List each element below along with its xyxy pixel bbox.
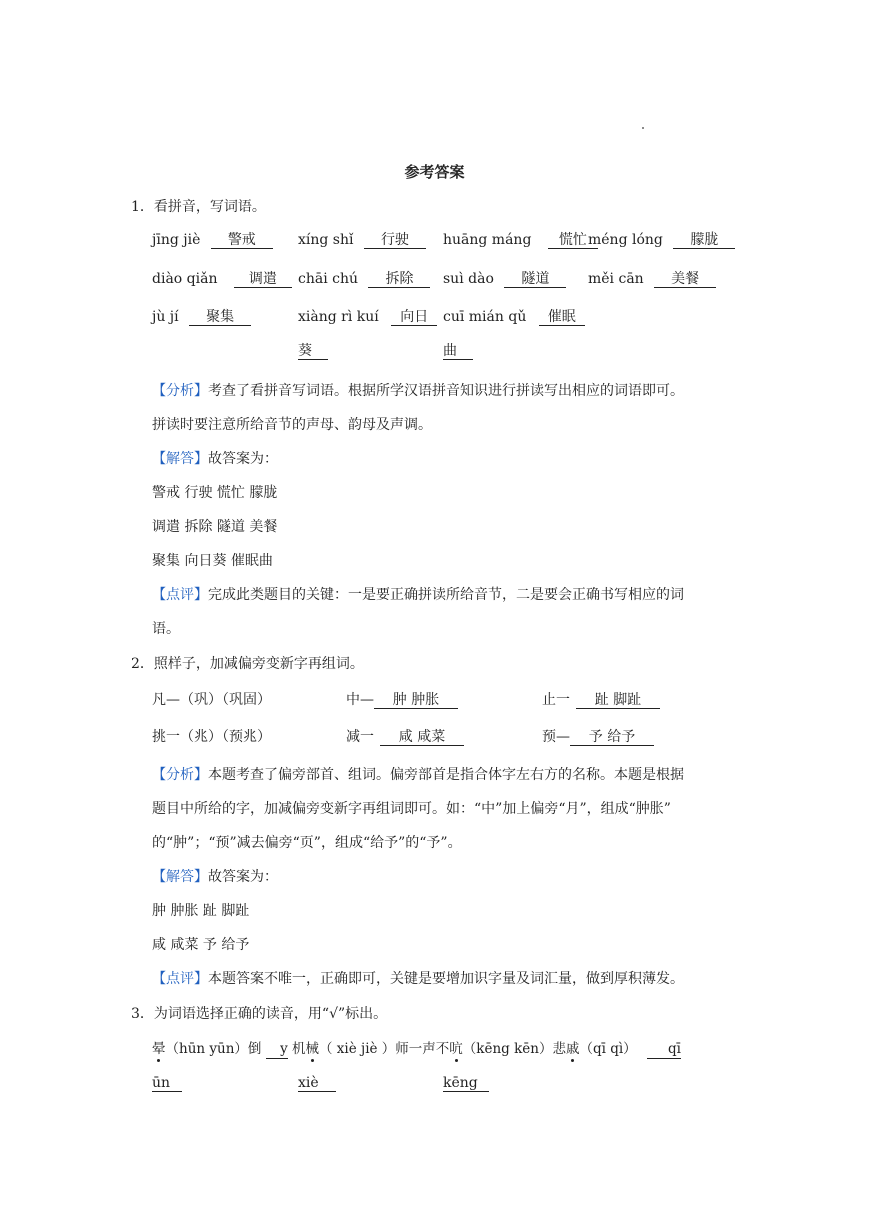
q3-word-4: （qī qì） [579,1041,637,1057]
analysis-text: 考查了看拼音写词语。根据所学汉语拼音知识进行拼读写出相应的词语即可。 [208,383,684,399]
pinyin: cuī mián qǔ [443,309,527,325]
q3-word-3-pre: 一声不 [408,1041,450,1057]
q3-answer-4: qī [647,1042,681,1059]
answer-blank: 慌忙 [548,232,598,249]
answer-blank: 肿 肿胀 [374,692,458,709]
page-mark [642,127,644,129]
answer-blank: 朦胧 [673,232,735,249]
answer-blank: 调遣 [234,271,292,288]
q1-analysis [152,380,684,400]
q3-wrap-2 [298,1075,336,1092]
solution-tag: 【解答】 [152,451,208,467]
q2-item-zhi [542,689,660,709]
answer-blank: 趾 脚趾 [576,692,660,709]
q3-word-1: （hūn yūn）倒 [165,1041,262,1057]
analysis-tag: 【分析】 [152,767,208,783]
page-title: 参考答案 [404,163,465,181]
comment-text: 本题答案不唯一，正确即可，关键是要增加识字量及词汇量，做到厚积薄发。 [208,971,684,987]
pinyin: huāng máng [443,232,532,248]
q1-solution-line-1: 警戒 行驶 慌忙 朦胧 [152,485,278,501]
q2-example-2: 挑一（兆）（预兆） [152,729,271,745]
q1-stem: 1．看拼音，写词语。 [131,199,266,215]
q3-word-1-dot: 晕 [152,1037,166,1057]
q3-answer-2: xiè [298,1075,336,1092]
q2-example-1: 凡—（巩）（巩固） [152,692,271,708]
q3-word-3-dot: 吭 [449,1037,463,1057]
q2-solution-line-2: 咸 咸菜 予 给予 [152,937,250,953]
q1-solution-line-2: 调遣 拆除 隧道 美餐 [152,519,278,535]
q3-answer-1: y [266,1042,288,1059]
solution-intro: 故答案为： [208,451,278,467]
q1-item-7 [443,271,566,288]
q2-stem: 2．照样子，加减偏旁变新字再组词。 [131,656,364,672]
q3-answer-1-cont: ūn [152,1075,182,1092]
q3-word-2: （ xiè jiè ）师 [319,1041,409,1057]
q2-analysis [152,764,684,784]
q2-analysis-cont-1: 题目中所给的字，加减偏旁变新字再组词即可。如：“中”加上偏旁“月”，组成“肿胀” [152,801,671,817]
item-label: 预— [542,729,570,745]
pinyin: suì dào [443,271,494,287]
comment-tag: 【点评】 [152,971,208,987]
q3-wrap-3 [443,1075,489,1092]
pinyin: xíng shǐ [298,232,354,248]
q1-wrap-1 [298,343,328,360]
q1-item-6 [298,271,430,288]
q2-analysis-cont-2: 的“肿”；“预”减去偏旁“页”，组成“给予”的“予”。 [152,835,462,851]
q3-word-3: （kēng kēn）悲 [462,1041,566,1057]
q3-wrap-1 [152,1075,182,1092]
q2-solution [152,866,278,886]
answer-blank-wrap: 葵 [298,343,328,360]
answer-blank: 向日 [391,309,437,326]
answer-blank: 隧道 [504,271,566,288]
answer-blank: 警戒 [211,232,273,249]
q3-words-line [152,1037,681,1059]
comment-text: 完成此类题目的关键：一是要正确拼读所给音节，二是要会正确书写相应的词 [208,587,684,603]
q1-item-5 [152,271,292,288]
q3-word-2-dot: 械 [306,1037,320,1057]
q1-comment-cont: 语。 [152,621,180,637]
solution-intro: 故答案为： [208,869,278,885]
analysis-text: 本题考查了偏旁部首、组词。偏旁部首是指合体字左右方的名称。本题是根据 [208,767,684,783]
pinyin: méng lóng [588,232,663,248]
q1-comment [152,584,684,604]
analysis-tag: 【分析】 [152,383,208,399]
answer-blank: 予 给予 [570,729,654,746]
q1-item-11 [443,309,585,326]
q1-item-1 [152,232,273,249]
q1-item-4 [588,232,735,249]
q1-wrap-2 [443,343,473,360]
pinyin: jīng jiè [152,232,201,248]
q1-solution [152,448,278,468]
item-label: 止一 [542,692,570,708]
pinyin: měi cān [588,271,644,287]
pinyin: xiàng rì kuí [298,309,379,325]
item-label: 减一 [346,729,374,745]
q2-solution-line-1: 肿 肿胀 趾 脚趾 [152,903,250,919]
pinyin: chāi chú [298,271,359,287]
q3-answer-3: kēng [443,1075,489,1092]
q1-item-3 [443,232,598,249]
q1-analysis-cont: 拼读时要注意所给音节的声母、韵母及声调。 [152,417,432,433]
item-label: 中— [346,692,374,708]
pinyin: diào qiǎn [152,271,218,287]
q1-item-2 [298,232,426,249]
answer-blank: 拆除 [368,271,430,288]
pinyin: jù jí [152,309,179,325]
q3-word-4-dot: 戚 [566,1037,580,1057]
q1-item-9 [152,309,251,326]
q1-item-10 [298,309,437,326]
q2-item-yu [542,726,654,746]
solution-tag: 【解答】 [152,869,208,885]
q1-item-8 [588,271,716,288]
answer-blank: 聚集 [189,309,251,326]
answer-blank: 行驶 [364,232,426,249]
q3-word-2-pre: 机 [292,1041,306,1057]
answer-blank: 美餐 [654,271,716,288]
answer-blank: 咸 咸菜 [380,729,464,746]
q2-comment [152,968,684,988]
q2-item-zhong [346,689,458,709]
answer-blank: 催眠 [539,309,585,326]
q3-stem: 3．为词语选择正确的读音，用“√”标出。 [131,1006,388,1022]
comment-tag: 【点评】 [152,587,208,603]
answer-blank-wrap: 曲 [443,343,473,360]
q2-item-jian [346,726,464,746]
q1-solution-line-3: 聚集 向日葵 催眠曲 [152,553,273,569]
